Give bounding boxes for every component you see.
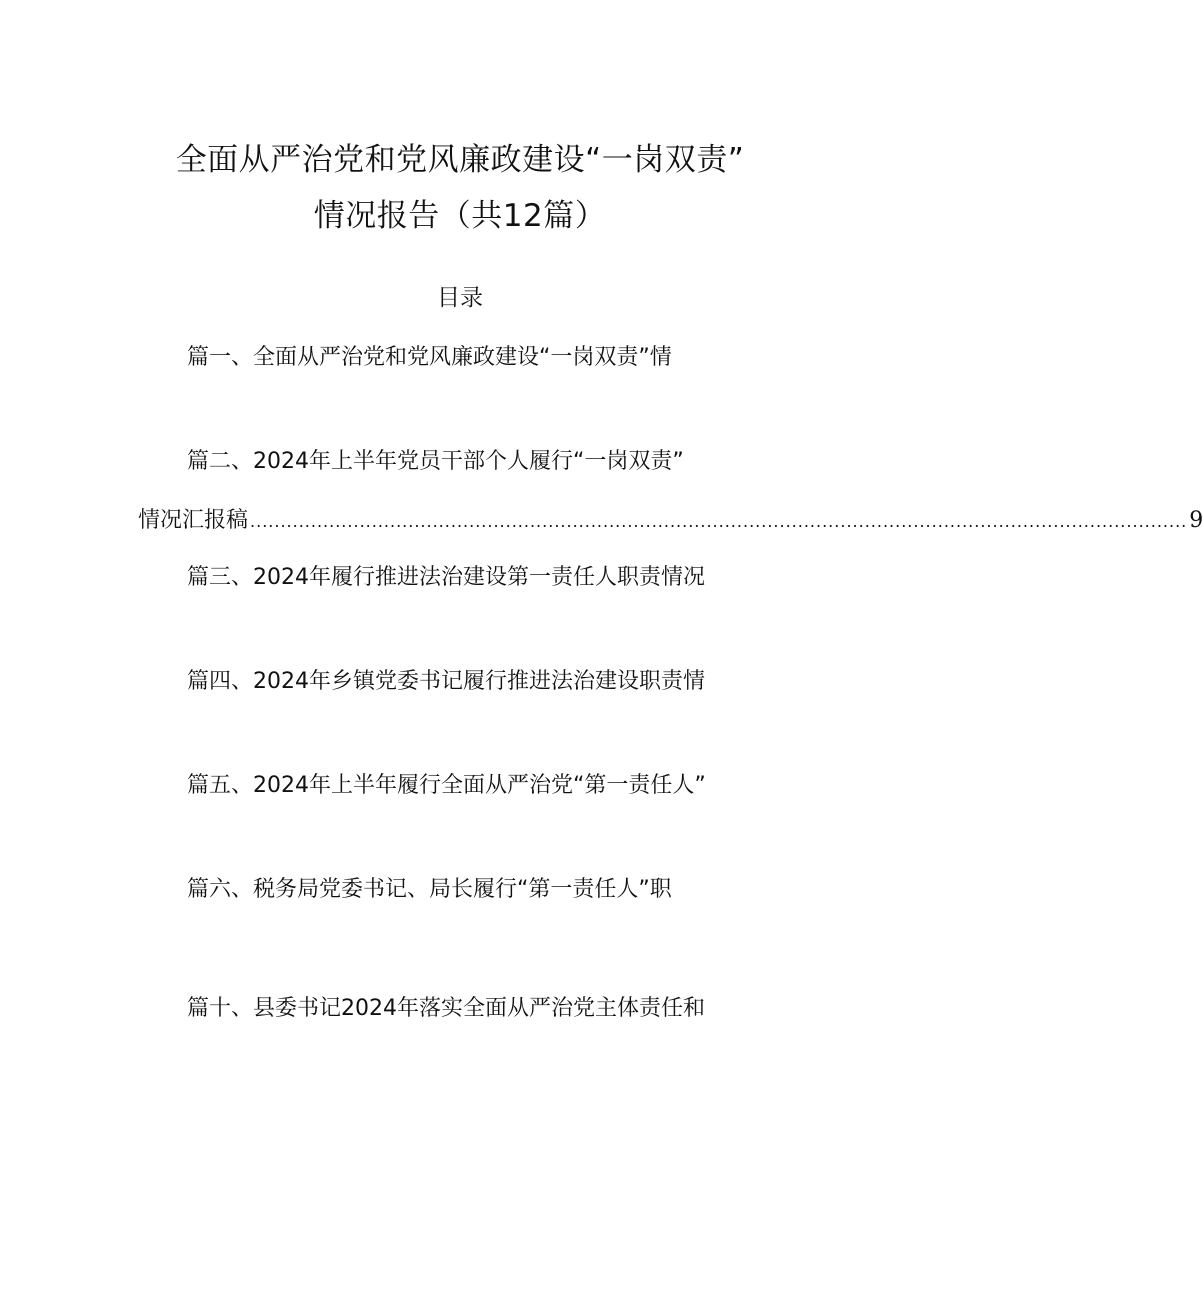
toc-entry-5[interactable]: 篇五、2024年上半年履行全面从严治党“第一责任人”	[187, 773, 706, 798]
toc-entry-4[interactable]: 篇四、2024年乡镇党委书记履行推进法治建设职责情	[187, 669, 705, 694]
toc-page-number: 9	[1189, 508, 1203, 533]
document-title-line-1: 全面从严治党和党风廉政建设“一岗双责”	[175, 142, 745, 178]
toc-heading: 目录	[437, 285, 483, 311]
toc-entry-3[interactable]: 篇三、2024年履行推进法治建设第一责任人职责情况	[187, 565, 705, 590]
toc-entry-2-continuation[interactable]	[138, 505, 1203, 538]
toc-entry-7[interactable]: 篇十、县委书记2024年落实全面从严治党主体责任和	[187, 996, 705, 1021]
document-title-line-2: 情况报告（共12篇）	[313, 198, 607, 234]
toc-dot-leader: ..........................................................................................................................................................	[250, 512, 1188, 531]
toc-entry-2-continuation-text: 情况汇报稿	[138, 508, 249, 533]
toc-entry-1[interactable]: 篇一、全面从严治党和党风廉政建设“一岗双责”情	[187, 345, 672, 370]
toc-entry-6[interactable]: 篇六、税务局党委书记、局长履行“第一责任人”职	[187, 877, 672, 902]
toc-entry-2[interactable]: 篇二、2024年上半年党员干部个人履行“一岗双责”	[187, 449, 684, 474]
